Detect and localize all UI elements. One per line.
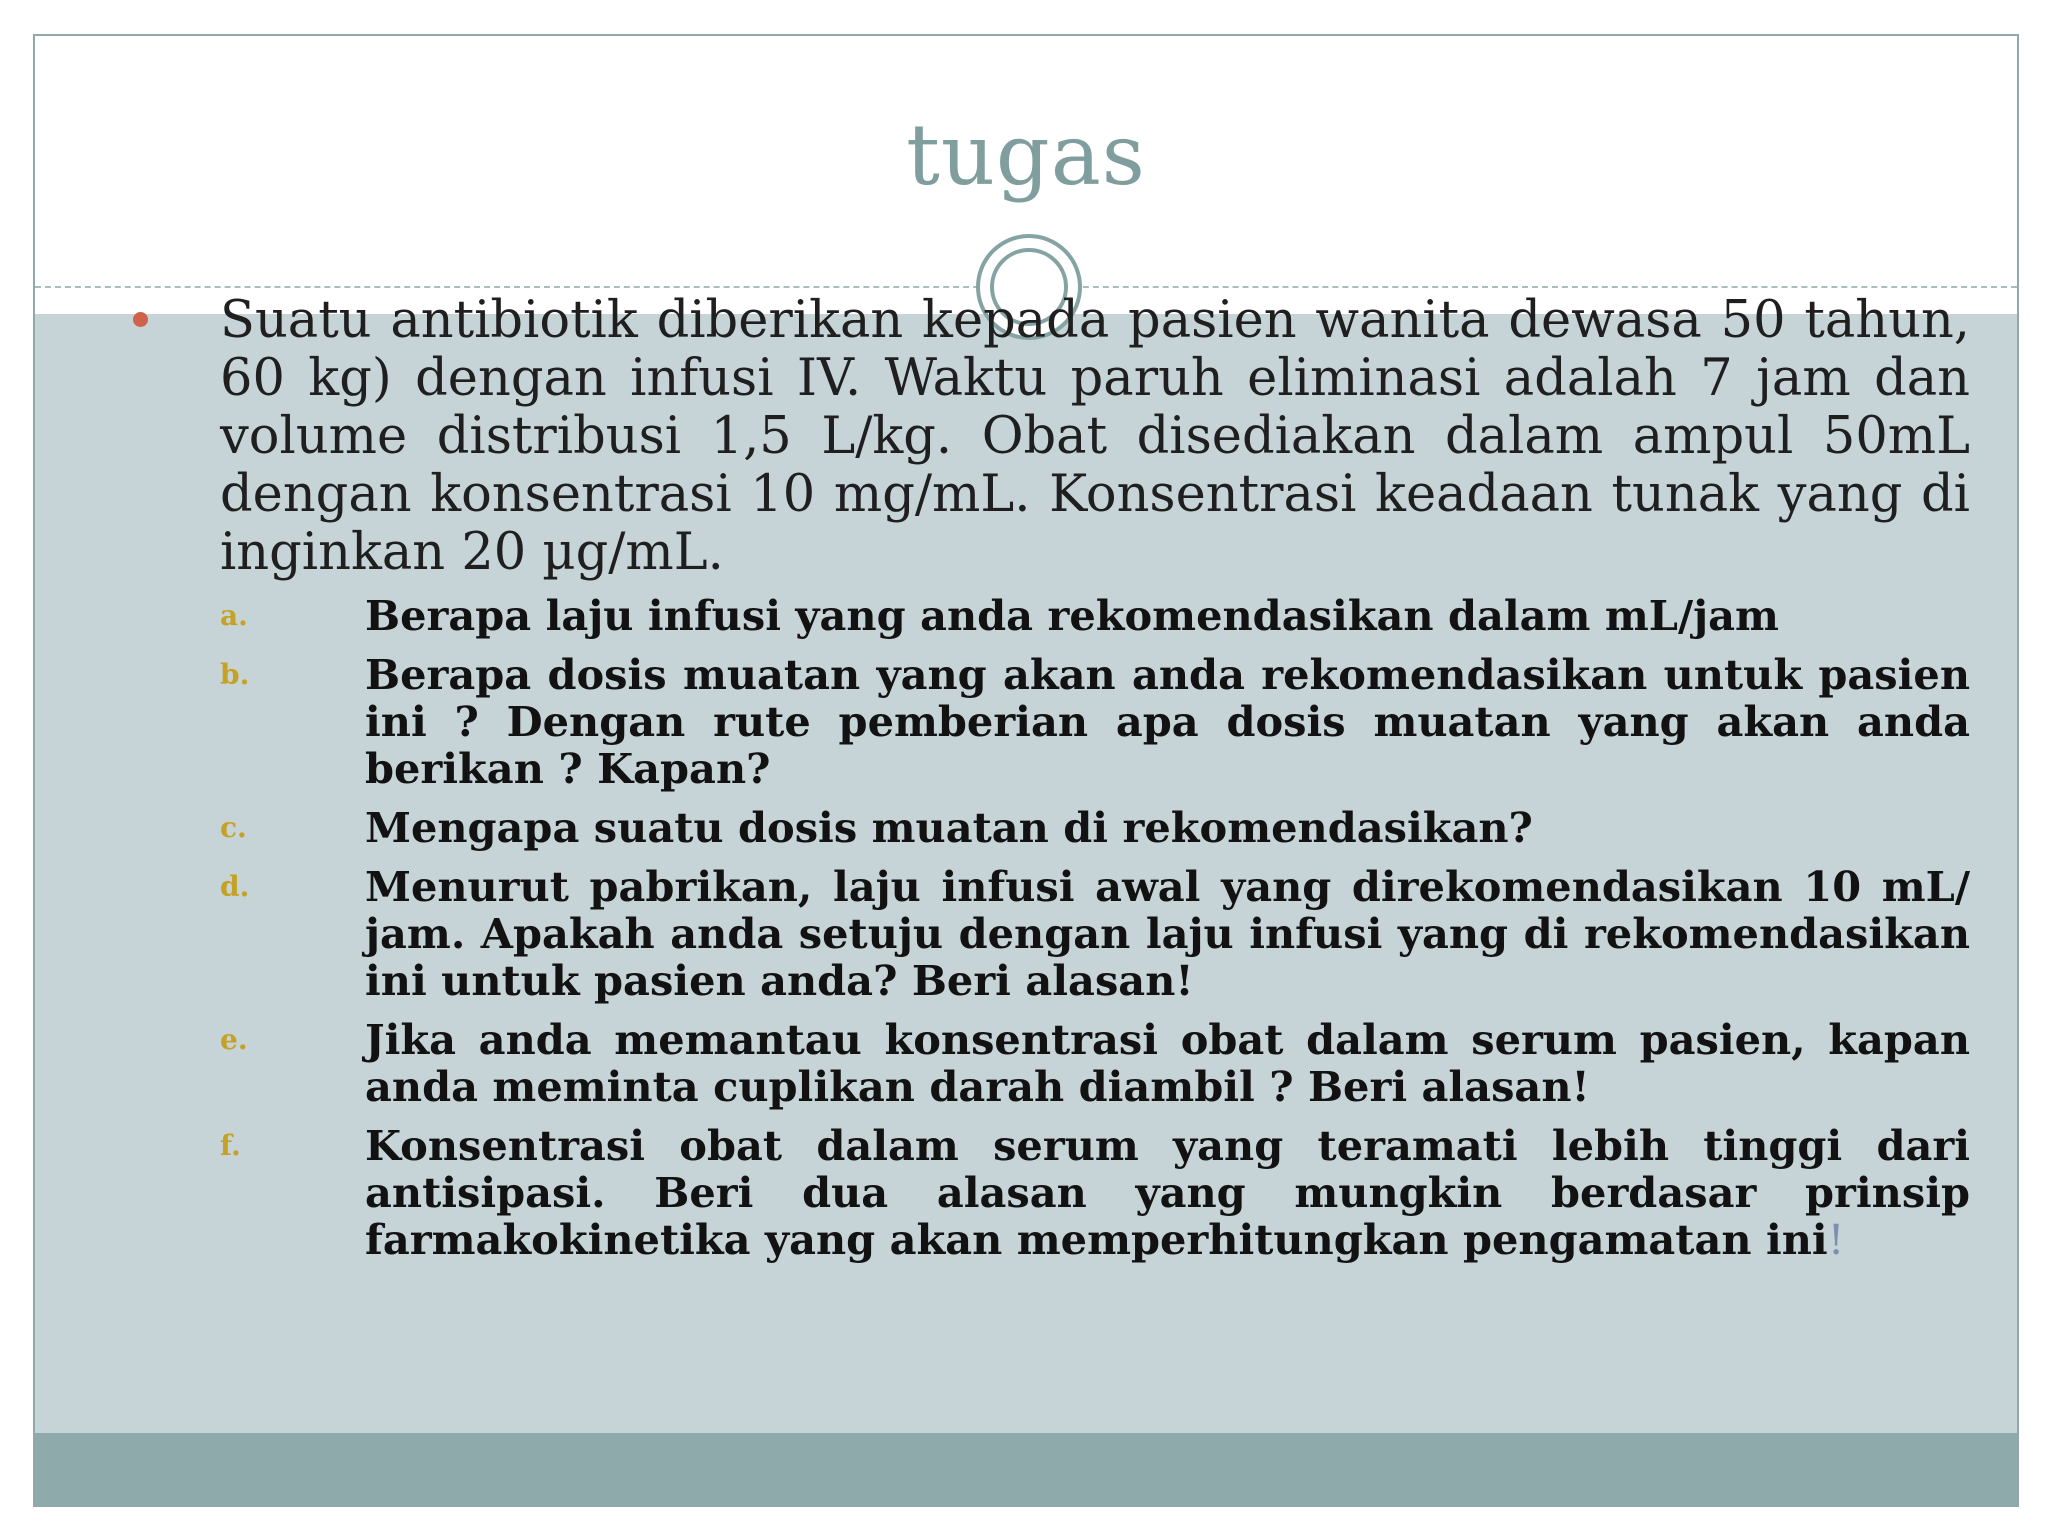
- question-marker: b.: [220, 658, 250, 691]
- question-marker: a.: [220, 599, 248, 632]
- question-item-a: [130, 592, 1970, 639]
- question-list: [130, 592, 1970, 1263]
- question-marker: f.: [220, 1129, 241, 1162]
- question-item-c: [130, 804, 1970, 851]
- question-item-f: [130, 1122, 1970, 1263]
- footer-bar: [35, 1433, 2017, 1505]
- question-item-b: [130, 651, 1970, 792]
- bullet-dot-icon: [133, 312, 148, 327]
- slide-content: [130, 292, 1970, 1275]
- question-text: Berapa laju infusi yang anda rekomendasikan dalam mL/jam: [365, 591, 1779, 640]
- question-item-d: [130, 863, 1970, 1004]
- slide-title: tugas: [906, 106, 1146, 204]
- question-marker: c.: [220, 811, 247, 844]
- question-marker: d.: [220, 870, 250, 903]
- question-text: Menurut pabrikan, laju infusi awal yang direkomendasikan 10 mL/ jam. Apakah anda setuju dengan laju infusi yang di rekomendasikan ini untuk pasien anda? Beri alasan!: [365, 862, 1970, 1005]
- question-text: Mengapa suatu dosis muatan di rekomendasikan?: [365, 803, 1533, 852]
- main-text: Suatu antibiotik diberikan kepada pasien wanita dewasa 50 tahun, 60 kg) dengan infusi IV. Waktu paruh eliminasi adalah 7 jam dan volume distribusi 1,5 L/kg. Obat disediakan dalam ampul 50mL dengan konsentrasi 10 mg/mL. Konsentrasi keadaan tunak yang di inginkan 20 µg/mL.: [220, 291, 1970, 582]
- question-item-e: [130, 1016, 1970, 1110]
- slide: [33, 34, 2019, 1507]
- question-text: Jika anda memantau konsentrasi obat dalam serum pasien, kapan anda meminta cuplikan darah diambil ? Beri alasan!: [365, 1015, 1970, 1111]
- trailing-mark: !: [1827, 1215, 1845, 1264]
- question-text: Berapa dosis muatan yang akan anda rekomendasikan untuk pasien ini ? Dengan rute pemberian apa dosis muatan yang akan anda berikan ? Kapan?: [365, 650, 1970, 793]
- main-bullet-item: [130, 292, 1970, 582]
- question-text: Konsentrasi obat dalam serum yang teramati lebih tinggi dari antisipasi. Beri dua alasan yang mungkin berdasar prinsip farmakokinetika yang akan memperhitungkan pengamatan ini: [365, 1121, 1970, 1264]
- question-marker: e.: [220, 1023, 248, 1056]
